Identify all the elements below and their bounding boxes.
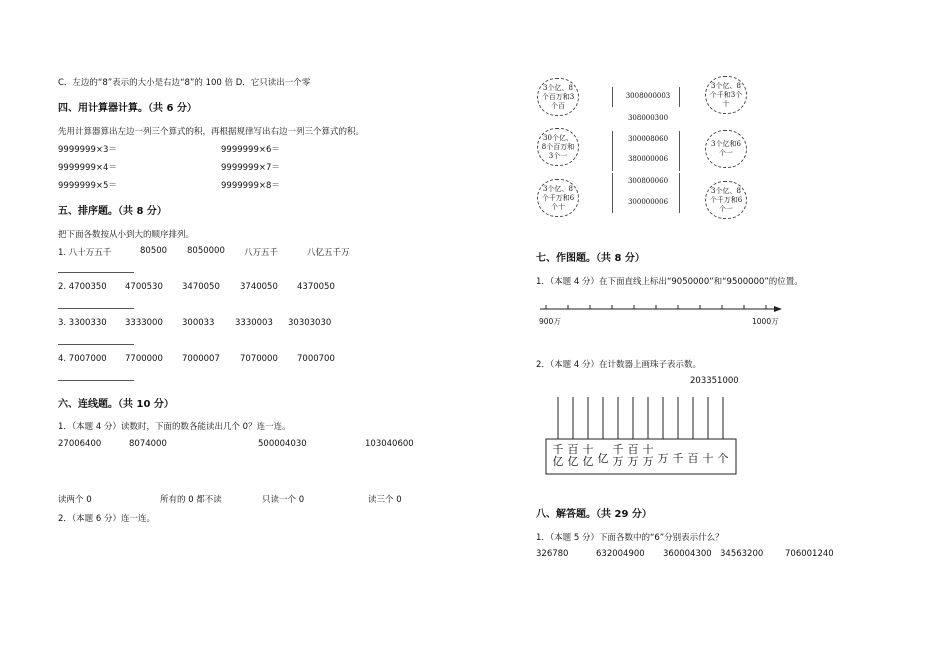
match-answer[interactable]: 读两个 0	[58, 495, 92, 505]
place-label-qianwan: 千万	[612, 443, 624, 468]
calc-right-2: 9999999×7＝	[221, 163, 280, 173]
card-bracket	[612, 87, 615, 107]
section-6-title: 六、连线题。（共 10 分）	[58, 399, 174, 410]
card-bracket	[679, 131, 682, 171]
abacus[interactable]	[545, 397, 738, 476]
sort-row-2-item: 3470050	[182, 282, 220, 292]
cloud-left-2[interactable]: 30个亿、8个百万和3个一	[537, 128, 579, 166]
place-label-bai: 百	[687, 452, 699, 465]
section-8-title: 八、解答题。（共 29 分）	[536, 509, 652, 520]
place-label-shi: 十	[702, 452, 714, 465]
number-card[interactable]: 3008000003	[625, 92, 671, 100]
sort-row-4-item: 7700000	[125, 354, 163, 364]
answer-line[interactable]	[58, 380, 134, 381]
number-card[interactable]: 308000300	[627, 114, 669, 122]
cloud-right-3[interactable]: 3个亿、8个千万和6个一	[705, 181, 747, 219]
sort-row-3-item: 30303030	[288, 318, 332, 328]
answer-line[interactable]	[58, 308, 134, 309]
six-number: 326780	[536, 549, 569, 559]
answer-line[interactable]	[58, 344, 134, 345]
match-number[interactable]: 500004030	[258, 439, 307, 449]
sort-row-1-item: 八万五千	[244, 248, 279, 258]
sort-row-1-item: 80500	[140, 246, 168, 256]
option-line: C．左边的“8”表示的大小是右边“8”的 100 倍 D．它只读出一个零	[58, 78, 311, 88]
calc-right-3: 9999999×8＝	[221, 181, 280, 191]
place-label-wan: 万	[657, 452, 669, 465]
card-bracket	[612, 173, 615, 213]
six-number: 706001240	[785, 549, 834, 559]
place-label-shiwan: 十万	[642, 443, 654, 468]
calc-left-3: 9999999×5＝	[58, 181, 117, 191]
sort-row-4-item: 7000700	[297, 354, 335, 364]
section-8-q1: 1．（本题 5 分）下面各数中的“6”分别表示什么？	[536, 533, 724, 543]
place-label-baiwan: 百万	[627, 443, 639, 468]
number-line-end-label: 1000万	[752, 317, 779, 326]
sort-row-1-item: 八亿五千万	[307, 248, 350, 258]
section-4-intro: 先用计算器算出左边一列三个算式的积，再根据规律写出右边一列三个算式的积。	[58, 127, 365, 137]
sort-row-4-item: 7000007	[182, 354, 220, 364]
number-card[interactable]: 380000006	[627, 155, 669, 163]
match-answer[interactable]: 读三个 0	[368, 495, 402, 505]
place-label-ge: 个	[717, 452, 729, 465]
sort-row-1-item: 8050000	[187, 246, 225, 256]
sort-row-4-item: 4. 7007000	[58, 354, 107, 364]
place-label-qianyi: 千亿	[552, 443, 564, 468]
section-6-q2: 2．（本题 6 分）连一连。	[58, 514, 155, 524]
number-card[interactable]: 300000006	[627, 198, 669, 206]
six-number: 34563200	[720, 549, 764, 559]
six-number: 360004300	[663, 549, 712, 559]
sort-row-2-item: 4370050	[297, 282, 335, 292]
place-label-yi: 亿	[597, 452, 609, 465]
number-line[interactable]	[536, 300, 786, 330]
card-bracket	[679, 173, 682, 213]
section-7-q1: 1．（本题 4 分）在下面直线上标出“9050000”和“9500000”的位置。	[536, 277, 803, 287]
place-label-qian: 千	[672, 452, 684, 465]
section-7-q2: 2．（本题 4 分）在计数器上画珠子表示数。	[536, 360, 701, 370]
match-answer[interactable]: 只读一个 0	[262, 495, 305, 505]
sort-row-3-item: 300033	[182, 318, 215, 328]
section-5-title: 五、排序题。（共 8 分）	[58, 206, 167, 217]
answer-line[interactable]	[58, 272, 134, 273]
card-bracket	[679, 87, 682, 107]
card-bracket	[612, 131, 615, 171]
sort-row-4-item: 7070000	[240, 354, 278, 364]
sort-row-2-item: 4700530	[125, 282, 163, 292]
number-card[interactable]: 300008060	[627, 135, 669, 143]
calc-right-1: 9999999×6＝	[221, 145, 280, 155]
number-line-start-label: 900万	[539, 317, 561, 326]
abacus-number: 203351000	[690, 376, 739, 386]
section-6-q1: 1．（本题 4 分）读数时，下面的数各能读出几个 0？连一连。	[58, 422, 291, 432]
sort-row-3-item: 3. 3300330	[58, 318, 107, 328]
section-4-title: 四、用计算器计算。（共 6 分）	[58, 103, 197, 114]
six-number: 632004900	[596, 549, 645, 559]
cloud-left-3[interactable]: 3个亿、8个千万和6个十	[537, 179, 579, 217]
sort-row-1-item: 1. 八十万五千	[58, 248, 112, 258]
match-answer[interactable]: 所有的 0 都不读	[160, 495, 222, 505]
match-number[interactable]: 8074000	[129, 439, 167, 449]
sort-row-3-item: 3333000	[125, 318, 163, 328]
place-label-baiyi: 百亿	[567, 443, 579, 468]
sort-row-3-item: 3330003	[235, 318, 273, 328]
cloud-right-2[interactable]: 3个亿和6个一	[705, 130, 747, 168]
number-card[interactable]: 300800060	[627, 177, 669, 185]
calc-left-1: 9999999×3＝	[58, 145, 117, 155]
section-7-title: 七、作图题。（共 8 分）	[536, 253, 645, 264]
section-5-intro: 把下面各数按从小到大的顺序排列。	[58, 230, 195, 240]
place-label-shiyi: 十亿	[582, 443, 594, 468]
sort-row-2-item: 2. 4700350	[58, 282, 107, 292]
calc-left-2: 9999999×4＝	[58, 163, 117, 173]
cloud-left-1[interactable]: 3个亿、8个百万和3个百	[537, 78, 579, 116]
match-number[interactable]: 103040600	[365, 439, 414, 449]
match-number[interactable]: 27006400	[58, 439, 102, 449]
cloud-right-1[interactable]: 3个亿、8个千和3个十	[705, 76, 747, 114]
sort-row-2-item: 3740050	[240, 282, 278, 292]
